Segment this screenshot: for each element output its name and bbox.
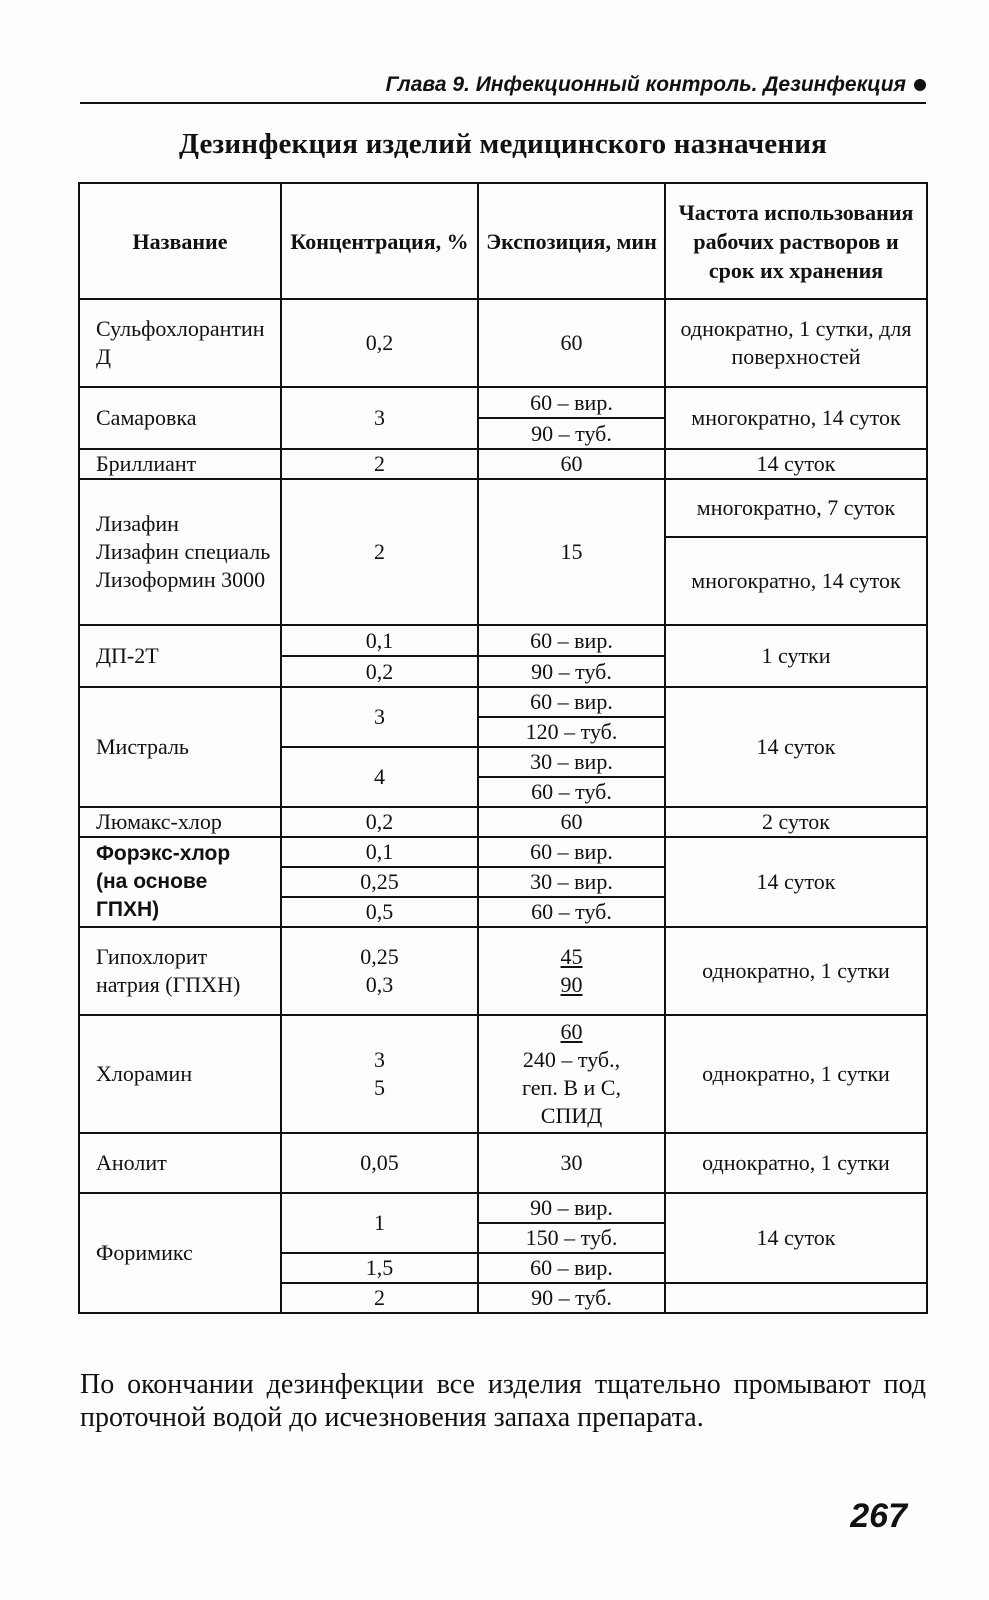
cell-frequency: многократно, 14 суток [665,537,927,625]
bullet-icon [914,79,926,91]
value-line: геп. В и С, [522,1075,621,1100]
cell-concentration: 0,25 [281,867,478,897]
cell-exposure: 90 – туб. [478,1283,665,1313]
cell-frequency: 14 суток [665,687,927,807]
cell-concentration: 1 [281,1193,478,1253]
cell-concentration: 3 [281,687,478,747]
table-row [79,927,927,1015]
value-line: СПИД [540,1103,603,1128]
cell-name: Хлорамин [79,1015,281,1133]
cell-exposure: 60 – вир. [478,625,665,656]
cell-concentration: 0,1 [281,837,478,867]
cell-name: Люмакс-хлор [79,807,281,837]
value-line: 3 [374,1047,385,1072]
cell-name: Самаровка [79,387,281,449]
table-row [79,299,927,387]
cell-concentration: 0,1 [281,625,478,656]
table-row [79,387,927,418]
cell-exposure: 60 – туб. [478,777,665,807]
cell-exposure: 60 – вир. [478,1253,665,1283]
running-head [80,68,926,104]
table-row [79,687,927,717]
table-row [79,479,927,537]
body-paragraph: По окончании дезинфекции все изделия тщательно промывают под проточной водой до исчезновения запаха препарата. [80,1369,926,1433]
cell-exposure: 15 [478,479,665,625]
disinfection-table [78,182,928,1314]
cell-exposure: 60 – вир. [478,687,665,717]
cell-exposure [478,1015,665,1133]
table-title: Дезинфекция изделий медицинского назначения [178,128,828,160]
cell-concentration: 1,5 [281,1253,478,1283]
cell-frequency: многократно, 14 суток [665,387,927,449]
table-row [79,449,927,479]
cell-name [79,837,281,927]
header-name: Название [79,183,281,299]
cell-name: Анолит [79,1133,281,1193]
cell-frequency: 2 суток [665,807,927,837]
cell-frequency: однократно, 1 сутки, для поверхностей [665,299,927,387]
header-exposure: Экспозиция, мин [478,183,665,299]
table-row [79,837,927,867]
page-number: 267 [850,1497,907,1535]
table-row [79,1133,927,1193]
cell-exposure: 90 – вир. [478,1193,665,1223]
cell-frequency-empty [665,1283,927,1313]
cell-concentration [281,927,478,1015]
cell-concentration [281,1015,478,1133]
value-line: 90 [560,972,583,997]
cell-concentration: 0,5 [281,897,478,927]
table-row [79,625,927,656]
name-line: Лизафин специаль [96,539,271,564]
cell-frequency: однократно, 1 сутки [665,927,927,1015]
cell-exposure [478,927,665,1015]
cell-frequency: 14 суток [665,1193,927,1283]
table-row [79,1015,927,1133]
value-line: 0,3 [365,972,394,997]
cell-concentration: 0,2 [281,299,478,387]
cell-exposure: 90 – туб. [478,418,665,449]
value-line: 45 [560,944,583,969]
value-line: 0,25 [360,944,399,969]
cell-exposure: 120 – туб. [478,717,665,747]
cell-name: ДП-2Т [79,625,281,687]
cell-exposure: 90 – туб. [478,656,665,687]
cell-exposure: 150 – туб. [478,1223,665,1253]
cell-frequency: однократно, 1 сутки [665,1133,927,1193]
cell-name: Сульфохлорантин Д [79,299,281,387]
value-line: 60 [560,1019,583,1044]
cell-exposure: 60 [478,449,665,479]
header-concentration: Концентрация, % [281,183,478,299]
name-line: Лизоформин 3000 [96,567,266,592]
cell-concentration: 0,05 [281,1133,478,1193]
name-line: Лизафин [96,511,179,536]
cell-concentration: 0,2 [281,656,478,687]
cell-name [79,479,281,625]
cell-frequency: 14 суток [665,449,927,479]
cell-exposure: 30 – вир. [478,747,665,777]
cell-name: Гипохлорит натрия (ГПХН) [79,927,281,1015]
table-header-row [79,183,927,299]
cell-frequency: 1 сутки [665,625,927,687]
cell-frequency: 14 суток [665,837,927,927]
cell-name: Форимикс [79,1193,281,1313]
cell-frequency: однократно, 1 сутки [665,1015,927,1133]
name-line: (на основе ГПХН) [96,870,208,921]
cell-concentration: 4 [281,747,478,807]
cell-exposure: 60 [478,807,665,837]
cell-frequency: многократно, 7 суток [665,479,927,537]
cell-concentration: 2 [281,479,478,625]
cell-exposure: 30 – вир. [478,867,665,897]
header-frequency: Частота использования рабочих растворов и срок их хранения [665,183,927,299]
cell-exposure: 30 [478,1133,665,1193]
cell-concentration: 2 [281,1283,478,1313]
cell-name: Бриллиант [79,449,281,479]
cell-concentration: 0,2 [281,807,478,837]
running-title: Глава 9. Инфекционный контроль. Дезинфекция [385,73,906,96]
cell-concentration: 2 [281,449,478,479]
cell-exposure: 60 – туб. [478,897,665,927]
cell-exposure: 60 [478,299,665,387]
value-line: 5 [374,1075,385,1100]
value-line: 240 – туб., [522,1047,621,1072]
cell-name: Мистраль [79,687,281,807]
cell-concentration: 3 [281,387,478,449]
cell-exposure: 60 – вир. [478,387,665,418]
table-row [79,1193,927,1223]
cell-exposure: 60 – вир. [478,837,665,867]
name-line: Форэкс-хлор [96,842,231,865]
table-row [79,807,927,837]
